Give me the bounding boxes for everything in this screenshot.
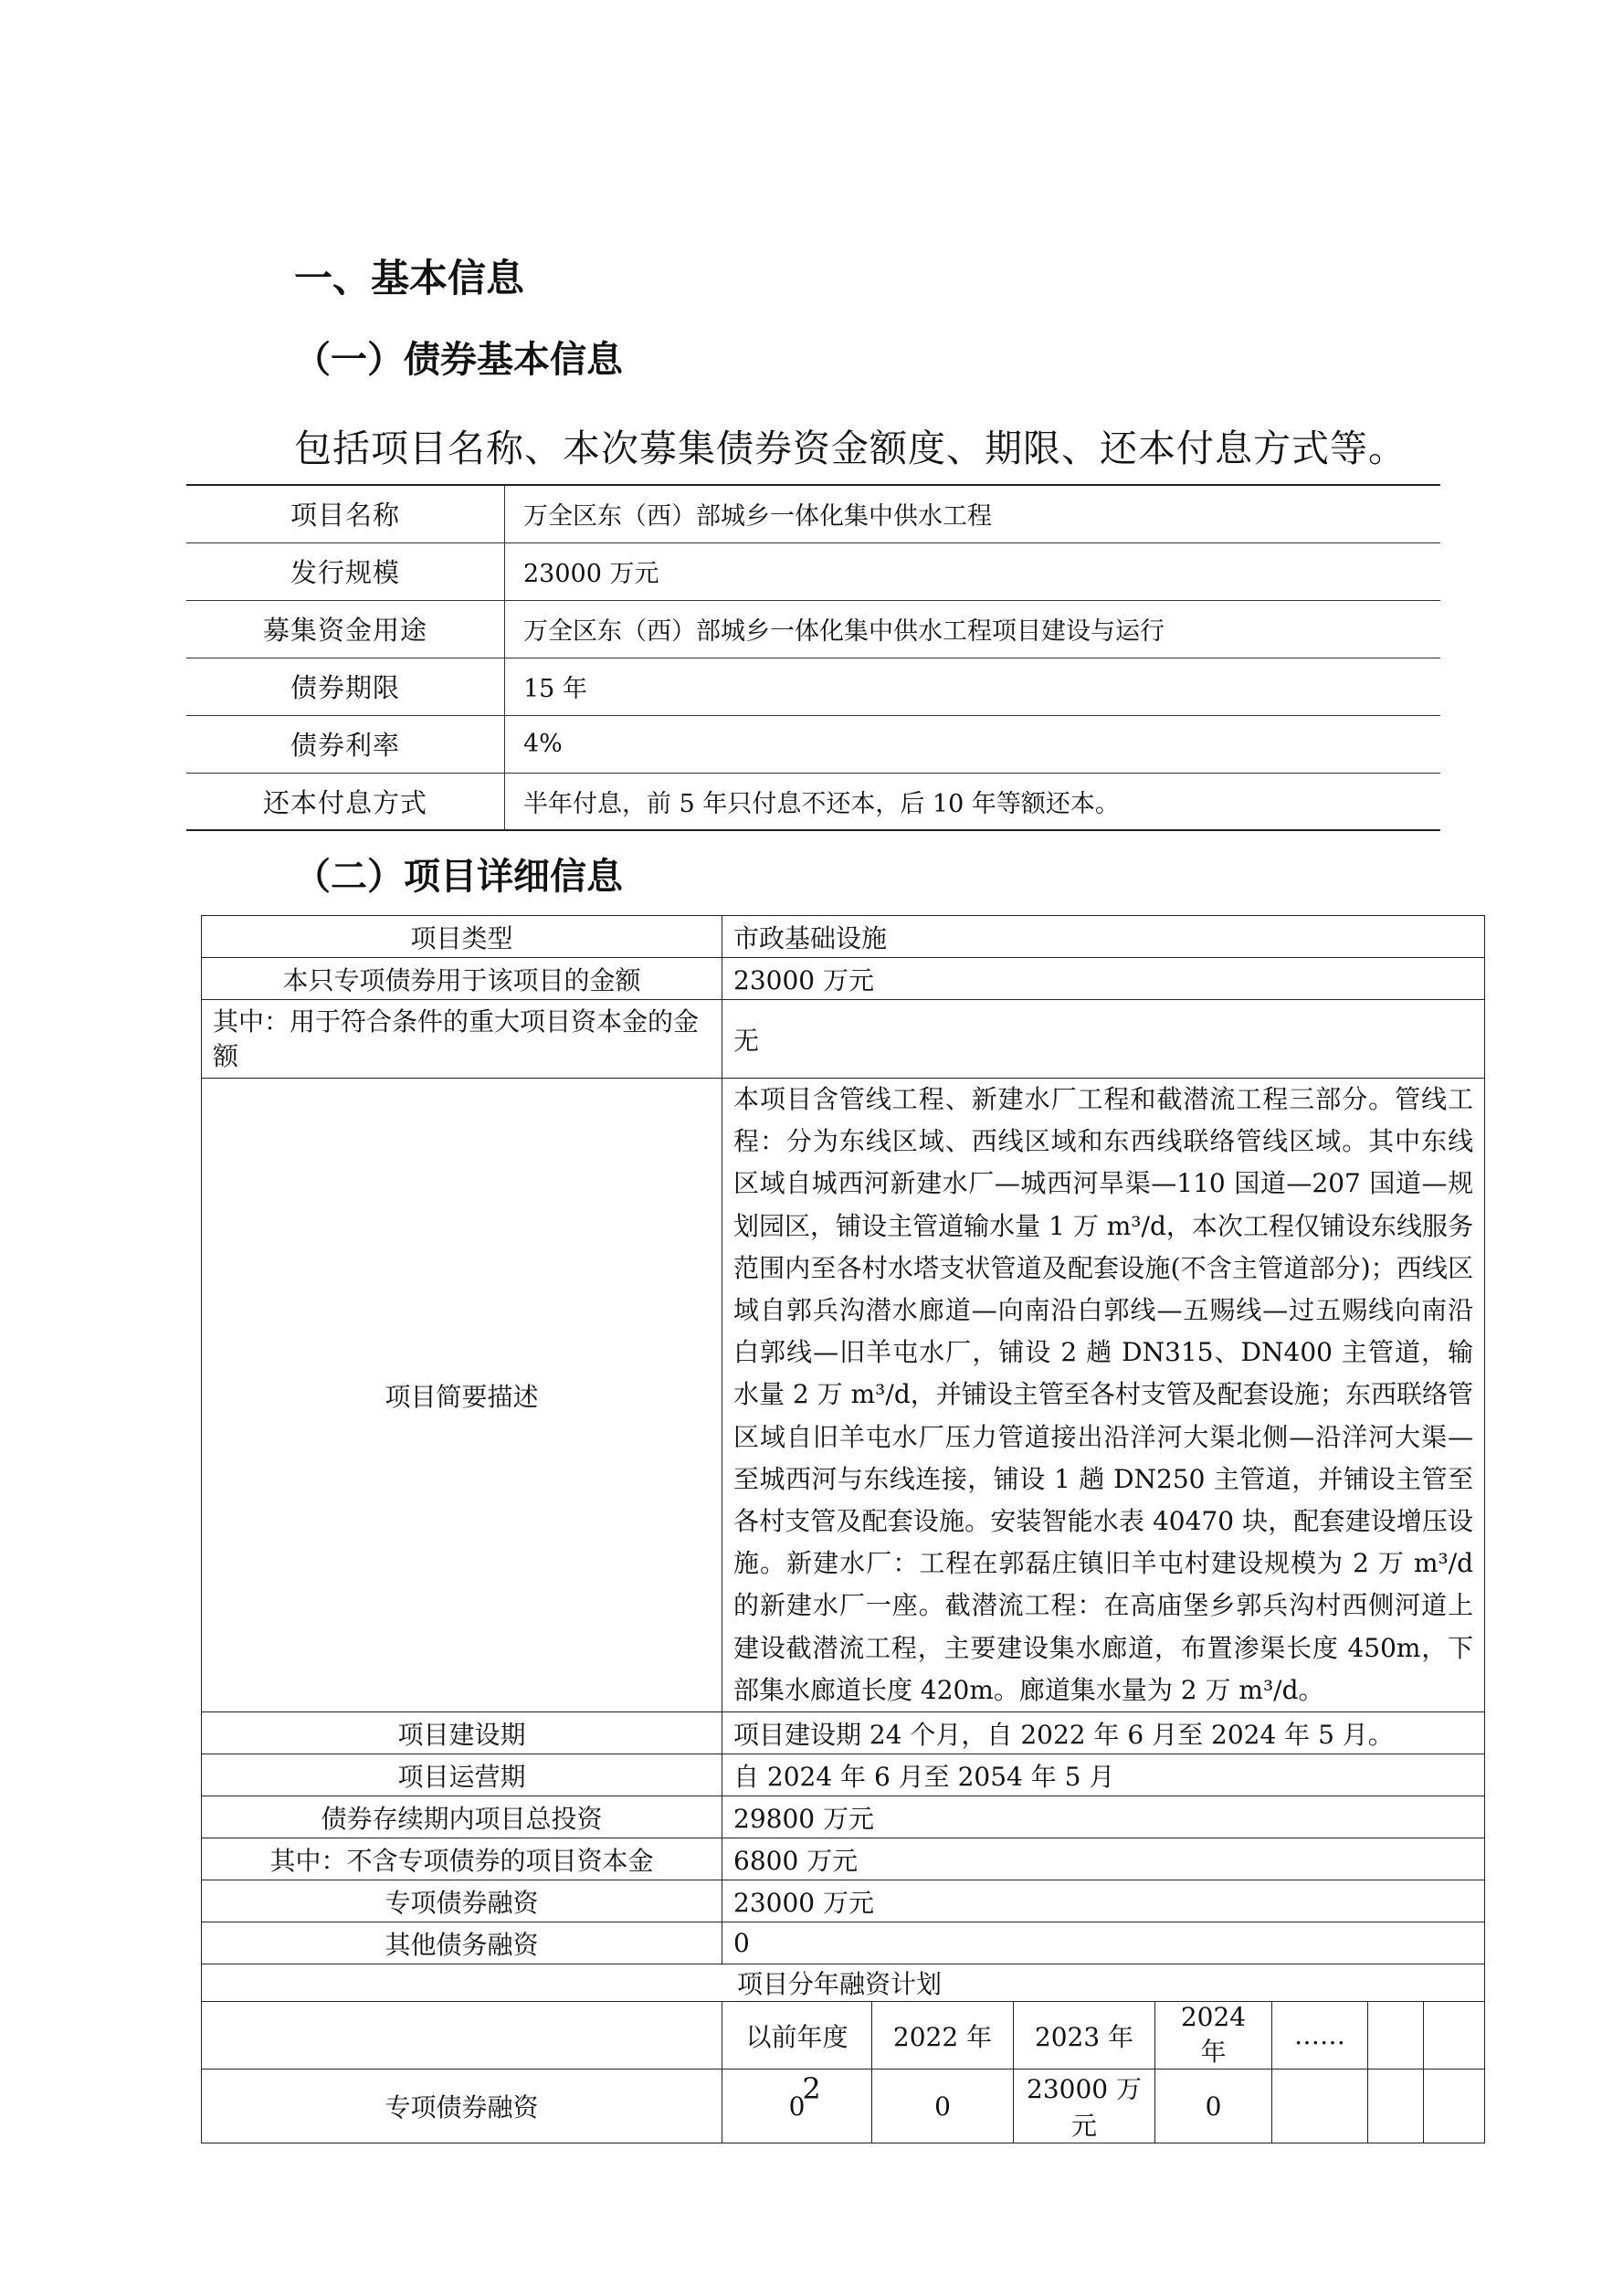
table-row (202, 1964, 1485, 2002)
intro-paragraph: 包括项目名称、本次募集债券资金额度、期限、还本付息方式等。 (294, 427, 1407, 470)
plan-year-header: 以前年度 (722, 2002, 872, 2070)
project-detail-table (201, 915, 1485, 2143)
major-capital-value: 无 (722, 1000, 1485, 1079)
other-debt-financing-label: 其他债务融资 (202, 1922, 722, 1964)
table-row (202, 2002, 1485, 2070)
plan-row-label: 专项债券融资 (202, 2070, 722, 2143)
plan-value: 0 (872, 2070, 1014, 2143)
table-row (202, 1754, 1485, 1796)
project-type-value: 市政基础设施 (722, 916, 1485, 958)
bond-amount-value: 23000 万元 (722, 958, 1485, 1000)
bond-amount-label: 本只专项债券用于该项目的金额 (202, 958, 722, 1000)
subsection-heading-project-detail: （二）项目详细信息 (294, 856, 623, 898)
table-row (186, 715, 1440, 773)
special-bond-financing-label: 专项债券融资 (202, 1880, 722, 1922)
row-label: 债券利率 (186, 715, 505, 773)
row-value: 4% (505, 715, 1441, 773)
table-row (202, 1796, 1485, 1838)
page-number: 2 (802, 2071, 821, 2106)
plan-year-header: 2022 年 (872, 2002, 1014, 2070)
table-row (186, 658, 1440, 715)
plan-value: 0 (722, 2070, 872, 2143)
table-row (202, 1880, 1485, 1922)
capital-label: 其中：不含专项债券的项目资本金 (202, 1838, 722, 1880)
project-type-label: 项目类型 (202, 916, 722, 958)
plan-header-blank (202, 2002, 722, 2070)
row-label: 发行规模 (186, 542, 505, 600)
table-row (202, 1079, 1485, 1712)
row-value: 23000 万元 (505, 542, 1441, 600)
table-row (202, 1712, 1485, 1754)
table-row (186, 542, 1440, 600)
table-row (202, 1838, 1485, 1880)
capital-value: 6800 万元 (722, 1838, 1485, 1880)
total-investment-value: 29800 万元 (722, 1796, 1485, 1838)
other-debt-financing-value: 0 (722, 1922, 1485, 1964)
row-value: 半年付息，前 5 年只付息不还本，后 10 年等额还本。 (505, 773, 1441, 830)
row-value: 万全区东（西）部城乡一体化集中供水工程 (505, 485, 1441, 542)
construction-period-value: 项目建设期 24 个月，自 2022 年 6 月至 2024 年 5 月。 (722, 1712, 1485, 1754)
plan-year-header: …… (1272, 2002, 1368, 2070)
table-row (186, 773, 1440, 830)
plan-year-header (1368, 2002, 1424, 2070)
total-investment-label: 债券存续期内项目总投资 (202, 1796, 722, 1838)
row-label: 项目名称 (186, 485, 505, 542)
plan-year-header: 2023 年 (1014, 2002, 1155, 2070)
table-row (202, 916, 1485, 958)
plan-value: 23000 万元 (1014, 2070, 1155, 2143)
row-label: 还本付息方式 (186, 773, 505, 830)
operation-period-value: 自 2024 年 6 月至 2054 年 5 月 (722, 1754, 1485, 1796)
plan-value: 0 (1155, 2070, 1272, 2143)
operation-period-label: 项目运营期 (202, 1754, 722, 1796)
project-description-label: 项目简要描述 (202, 1079, 722, 1712)
table-row (202, 1922, 1485, 1964)
subsection-heading-bond-info: （一）债券基本信息 (294, 339, 623, 381)
row-label: 债券期限 (186, 658, 505, 715)
table-row (202, 1000, 1485, 1079)
special-bond-financing-value: 23000 万元 (722, 1880, 1485, 1922)
table-row (202, 958, 1485, 1000)
plan-year-header (1424, 2002, 1485, 2070)
financing-plan-title: 项目分年融资计划 (202, 1964, 1485, 2002)
row-label: 募集资金用途 (186, 600, 505, 658)
plan-year-header: 2024 年 (1155, 2002, 1272, 2070)
project-description-value: 本项目含管线工程、新建水厂工程和截潜流工程三部分。管线工程：分为东线区域、西线区域和东西线联络管线区域。其中东线区域自城西河新建水厂—城西河旱渠—110 国道—207 国道—规划园区，铺设主管道输水量 1 万 m³/d，本次工程仅铺设东线服务范围内至各村水塔支状管道及配套设施(不含主管道部分)；西线区域自郭兵沟潜水廊道—向南沿白郭线—五赐线—过五赐线向南沿白郭线—旧羊屯水厂，铺设 2 趟 DN315、DN400 主管道，输水量 2 万 m³/d，并铺设主管至各村支管及配套设施；东西联络管区域自旧羊屯水厂压力管道接出沿洋河大渠北侧—沿洋河大渠—至城西河与东线连接，铺设 1 趟 DN250 主管道，并铺设主管至各村支管及配套设施。安装智能水表 40470 块，配套建设增压设施。新建水厂：工程在郭磊庄镇旧羊屯村建设规模为 2 万 m³/d 的新建水厂一座。截潜流工程：在高庙堡乡郭兵沟村西侧河道上建设截潜流工程，主要建设集水廊道，布置渗渠长度 450m，下部集水廊道长度 420m。廊道集水量为 2 万 m³/d。 (722, 1079, 1485, 1712)
major-capital-label: 其中：用于符合条件的重大项目资本金的金额 (202, 1000, 722, 1079)
row-value: 15 年 (505, 658, 1441, 715)
section-heading-basic-info: 一、基本信息 (294, 256, 525, 300)
row-value: 万全区东（西）部城乡一体化集中供水工程项目建设与运行 (505, 600, 1441, 658)
table-row (186, 485, 1440, 542)
construction-period-label: 项目建设期 (202, 1712, 722, 1754)
bond-basic-info-table (186, 484, 1440, 831)
table-row (186, 600, 1440, 658)
